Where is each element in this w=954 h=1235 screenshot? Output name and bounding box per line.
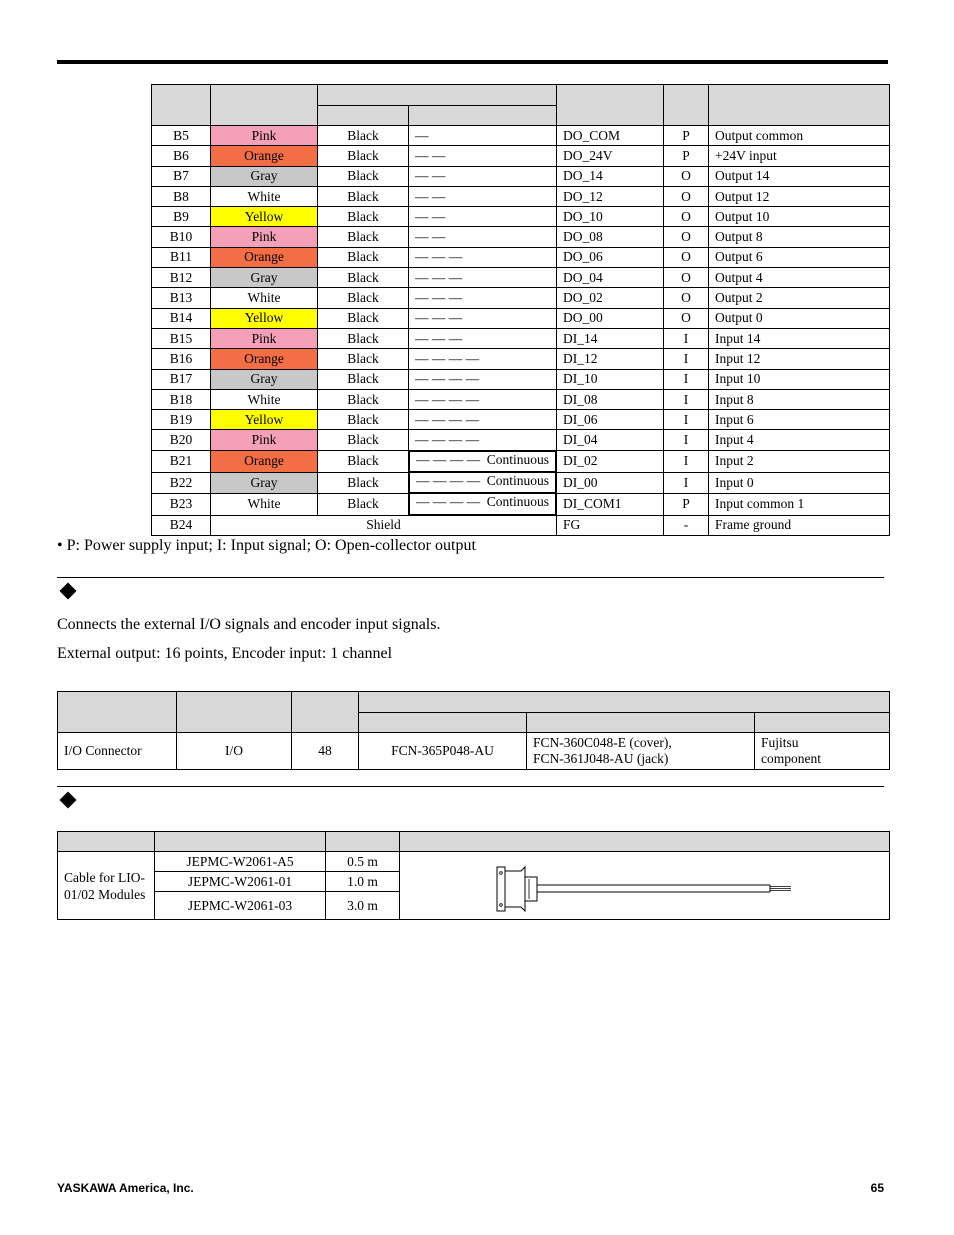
marking-color-cell: Black — [318, 227, 409, 247]
marking-pattern-cell — [409, 166, 557, 186]
io-cell: O — [664, 288, 709, 308]
marking-pattern-cell — [409, 288, 557, 308]
description-cell: Input 0 — [709, 472, 890, 493]
wire-color-cell: Orange — [211, 349, 318, 369]
io-cell: I — [664, 328, 709, 348]
table-row — [152, 288, 890, 308]
marking-pattern-cell — [409, 493, 556, 514]
diamond-bullet-icon — [60, 792, 77, 809]
description-cell: Frame ground — [709, 515, 890, 535]
marking-color-cell: Black — [318, 166, 409, 186]
marking-dashes: — — — — — [416, 473, 481, 489]
marking-dashes: — — — — [415, 310, 463, 326]
description-cell: Input 14 — [709, 328, 890, 348]
wire-color-cell: Gray — [211, 268, 318, 288]
signal-cell: DO_08 — [557, 227, 664, 247]
signal-cell: DI_04 — [557, 430, 664, 450]
pin-cell: B10 — [152, 227, 211, 247]
header-marking-pattern — [409, 106, 557, 126]
signal-cell: DI_00 — [557, 472, 664, 493]
io-cell: O — [664, 186, 709, 206]
marking-pattern-cell — [409, 472, 556, 493]
description-cell: Output 10 — [709, 207, 890, 227]
description-cell: Output 14 — [709, 166, 890, 186]
table-row — [152, 126, 890, 146]
marking-color-cell: Black — [318, 207, 409, 227]
marking-color-cell: Black — [318, 389, 409, 409]
header-io — [664, 85, 709, 126]
marking-pattern-cell — [409, 349, 557, 369]
marking-dashes: — — — — [415, 249, 463, 265]
marking-pattern-cell — [409, 369, 557, 389]
pin-cell: B8 — [152, 186, 211, 206]
pin-cell: B7 — [152, 166, 211, 186]
table-row — [152, 146, 890, 166]
marking-dashes: — — — — [415, 269, 463, 285]
io-cell: I — [664, 410, 709, 430]
table-row — [152, 247, 890, 267]
marking-color-cell: Black — [318, 146, 409, 166]
marking-dashes: — — — — [415, 330, 463, 346]
marking-color-cell: Black — [318, 288, 409, 308]
header-color — [211, 85, 318, 126]
io-cell: O — [664, 227, 709, 247]
marking-dashes: — — — — [415, 290, 463, 306]
footer-company: YASKAWA America, Inc. — [57, 1181, 194, 1195]
marking-color-cell: Black — [318, 268, 409, 288]
pin-cell: B6 — [152, 146, 211, 166]
wire-color-cell: Orange — [211, 450, 318, 472]
table-row — [152, 186, 890, 206]
io-cell: - — [664, 515, 709, 535]
signal-cell: DO_02 — [557, 288, 664, 308]
connector-cable-side: FCN-360C048-E (cover), FCN-361J048-AU (jack) — [527, 733, 755, 770]
description-cell: Output 8 — [709, 227, 890, 247]
table-row — [152, 450, 890, 472]
cable-length: 3.0 m — [326, 892, 400, 920]
wire-color-cell: White — [211, 493, 318, 515]
description-cell: Output 6 — [709, 247, 890, 267]
table-row — [58, 852, 890, 872]
pin-cell: B17 — [152, 369, 211, 389]
description-cell: Input 6 — [709, 410, 890, 430]
marking-color-cell: Black — [318, 472, 409, 493]
signal-cell: DO_COM — [557, 126, 664, 146]
signal-cell: DI_06 — [557, 410, 664, 430]
wire-color-cell: Gray — [211, 166, 318, 186]
marking-pattern-cell — [409, 389, 557, 409]
signal-cell: DI_02 — [557, 450, 664, 472]
wire-color-cell: Gray — [211, 472, 318, 493]
pin-cell: B12 — [152, 268, 211, 288]
pin-cell: B14 — [152, 308, 211, 328]
marking-color-cell: Black — [318, 493, 409, 515]
description-cell: Output 12 — [709, 186, 890, 206]
description-cell: +24V input — [709, 146, 890, 166]
marking-color-cell: Black — [318, 349, 409, 369]
io-cell: O — [664, 247, 709, 267]
connector-specs: External output: 16 points, Encoder input: 1 channel — [57, 645, 393, 662]
table-row — [152, 493, 890, 515]
io-cell: I — [664, 369, 709, 389]
marking-color-cell: Black — [318, 126, 409, 146]
signal-cell: FG — [557, 515, 664, 535]
pin-cell: B22 — [152, 472, 211, 493]
cable-name: Cable for LIO- 01/02 Modules — [58, 852, 155, 920]
marking-pattern-cell — [409, 146, 557, 166]
description-cell: Input 2 — [709, 450, 890, 472]
marking-extra: Continuous — [486, 494, 549, 510]
wire-color-cell: Yellow — [211, 410, 318, 430]
marking-pattern-cell — [409, 328, 557, 348]
marking-dashes: — — — — — [415, 391, 480, 407]
marking-pattern-cell — [409, 308, 557, 328]
pin-cell: B24 — [152, 515, 211, 535]
io-cell: I — [664, 389, 709, 409]
marking-dashes: — — — [415, 229, 446, 245]
marking-pattern-cell — [409, 126, 557, 146]
pin-cell: B21 — [152, 450, 211, 472]
table-row — [58, 733, 890, 770]
wire-color-cell: Yellow — [211, 207, 318, 227]
description-cell: Output 4 — [709, 268, 890, 288]
cable-model: JEPMC-W2061-01 — [155, 872, 326, 892]
cable-figure — [400, 852, 890, 920]
marking-pattern-cell — [409, 186, 557, 206]
connector-name: I/O Connector — [58, 733, 177, 770]
io-cell: O — [664, 268, 709, 288]
pin-cell: B16 — [152, 349, 211, 369]
io-cell: P — [664, 146, 709, 166]
description-cell: Output common — [709, 126, 890, 146]
pin-cell: B9 — [152, 207, 211, 227]
section-rule — [57, 577, 884, 578]
signal-cell: DO_14 — [557, 166, 664, 186]
marking-color-cell: Black — [318, 308, 409, 328]
signal-cell: DO_24V — [557, 146, 664, 166]
io-cell: I — [664, 450, 709, 472]
marking-dashes: — — — — — [416, 494, 481, 510]
wire-color-cell: White — [211, 186, 318, 206]
description-cell: Input common 1 — [709, 493, 890, 515]
marking-dashes: — — — — — [415, 432, 480, 448]
marking-color-cell: Black — [318, 369, 409, 389]
signal-cell: DO_00 — [557, 308, 664, 328]
diamond-bullet-icon — [60, 583, 77, 600]
marking-color-cell: Black — [318, 410, 409, 430]
marking-pattern-cell — [409, 410, 557, 430]
top-rule — [57, 60, 888, 64]
description-cell: Input 12 — [709, 349, 890, 369]
signal-cell: DI_12 — [557, 349, 664, 369]
marking-extra: Continuous — [486, 473, 549, 489]
wire-color-cell: Pink — [211, 227, 318, 247]
io-cell: I — [664, 430, 709, 450]
pin-cell: B23 — [152, 493, 211, 515]
signal-cell: DO_04 — [557, 268, 664, 288]
table-row — [152, 472, 890, 493]
marking-pattern-cell — [409, 207, 557, 227]
marking-color-cell: Black — [318, 450, 409, 472]
marking-dashes: — — — — — [415, 350, 480, 366]
marking-color-cell: Black — [318, 328, 409, 348]
marking-pattern-cell — [409, 268, 557, 288]
wire-color-cell: Pink — [211, 430, 318, 450]
marking-dashes: — — — [415, 188, 446, 204]
wire-color-cell: Gray — [211, 369, 318, 389]
marking-dashes: — — [415, 127, 429, 143]
marking-color-cell: Black — [318, 247, 409, 267]
description-cell: Input 10 — [709, 369, 890, 389]
marking-pattern-cell — [409, 227, 557, 247]
cable-model: JEPMC-W2061-03 — [155, 892, 326, 920]
description-cell: Output 0 — [709, 308, 890, 328]
marking-dashes: — — — — — [415, 371, 480, 387]
table-row — [152, 207, 890, 227]
section-rule — [57, 786, 884, 787]
io-cell: I — [664, 472, 709, 493]
header-signal — [557, 85, 664, 126]
cable-model: JEPMC-W2061-A5 — [155, 852, 326, 872]
marking-pattern-cell — [409, 430, 557, 450]
signal-cell: DO_12 — [557, 186, 664, 206]
connector-description: Connects the external I/O signals and encoder input signals. — [57, 616, 441, 633]
wire-color-cell: Orange — [211, 247, 318, 267]
signal-cell: DI_COM1 — [557, 493, 664, 515]
pin-cell: B15 — [152, 328, 211, 348]
wire-color-cell: White — [211, 288, 318, 308]
description-cell: Output 2 — [709, 288, 890, 308]
table-row — [152, 166, 890, 186]
signal-cell: DO_06 — [557, 247, 664, 267]
signal-cell: DI_14 — [557, 328, 664, 348]
pin-cell: B5 — [152, 126, 211, 146]
io-cell: O — [664, 166, 709, 186]
table-row — [152, 308, 890, 328]
wire-color-cell: Yellow — [211, 308, 318, 328]
table-row — [152, 268, 890, 288]
marking-pattern-cell — [409, 247, 557, 267]
connector-module-side: FCN-365P048-AU — [359, 733, 527, 770]
table-row — [152, 328, 890, 348]
table-row — [152, 515, 890, 535]
connector-manufacturer: Fujitsu component — [755, 733, 890, 770]
cable-table — [57, 831, 890, 920]
connector-table — [57, 691, 890, 770]
table-row — [152, 430, 890, 450]
wire-color-cell: White — [211, 389, 318, 409]
wire-color-cell: Pink — [211, 328, 318, 348]
marking-pattern-cell — [409, 451, 556, 472]
header-marking-color — [318, 106, 409, 126]
io-cell: P — [664, 493, 709, 515]
table-row — [152, 349, 890, 369]
wire-color-cell: Orange — [211, 146, 318, 166]
pin-cell: B13 — [152, 288, 211, 308]
cable-length: 0.5 m — [326, 852, 400, 872]
description-cell: Input 4 — [709, 430, 890, 450]
marking-color-cell: Black — [318, 430, 409, 450]
header-description — [709, 85, 890, 126]
pin-cell: B19 — [152, 410, 211, 430]
marking-dashes: — — — [415, 168, 446, 184]
marking-dashes: — — — [415, 208, 446, 224]
io-cell: O — [664, 207, 709, 227]
io-cell: I — [664, 349, 709, 369]
marking-dashes: — — — — — [415, 411, 480, 427]
shield-cell: Shield — [211, 515, 557, 535]
table-row — [152, 389, 890, 409]
legend-note: • P: Power supply input; I: Input signal; O: Open-collector output — [57, 537, 476, 554]
connector-type: I/O — [177, 733, 292, 770]
marking-color-cell: Black — [318, 186, 409, 206]
wiring-table — [151, 84, 890, 536]
io-cell: O — [664, 308, 709, 328]
connector-pins: 48 — [292, 733, 359, 770]
description-cell: Input 8 — [709, 389, 890, 409]
marking-extra: Continuous — [486, 451, 549, 467]
header-marking — [318, 85, 557, 106]
signal-cell: DI_08 — [557, 389, 664, 409]
table-row — [152, 369, 890, 389]
signal-cell: DO_10 — [557, 207, 664, 227]
wire-color-cell: Pink — [211, 126, 318, 146]
marking-dashes: — — — — — [416, 451, 481, 467]
pin-cell: B20 — [152, 430, 211, 450]
table-row — [152, 227, 890, 247]
pin-cell: B18 — [152, 389, 211, 409]
marking-dashes: — — — [415, 147, 446, 163]
io-cell: P — [664, 126, 709, 146]
header-pin — [152, 85, 211, 126]
table-row — [152, 410, 890, 430]
cable-illustration-icon — [495, 861, 795, 917]
pin-cell: B11 — [152, 247, 211, 267]
signal-cell: DI_10 — [557, 369, 664, 389]
cable-length: 1.0 m — [326, 872, 400, 892]
footer-page-number: 65 — [870, 1181, 884, 1195]
